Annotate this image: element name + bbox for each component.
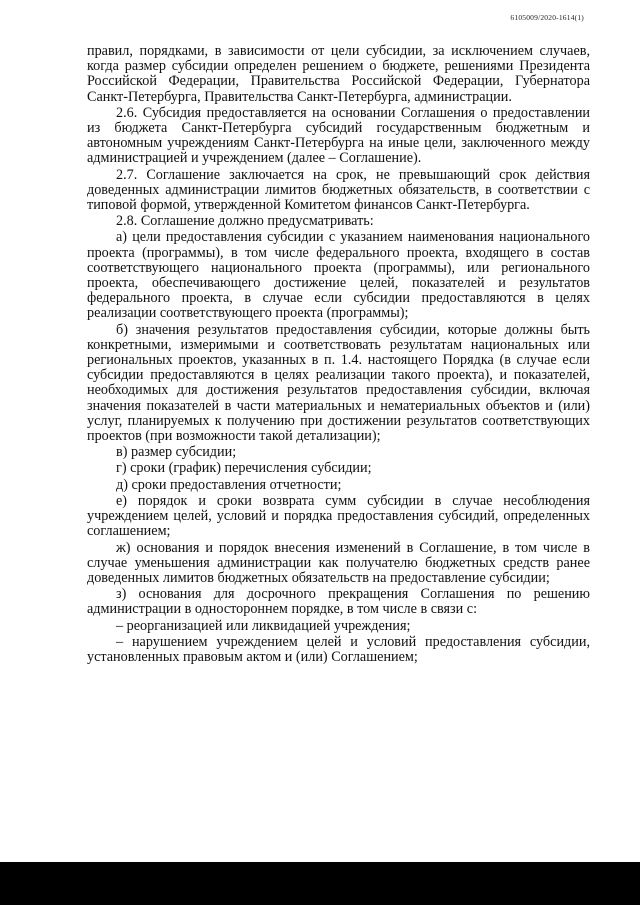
document-body: [87, 44, 590, 666]
list-item-g: г) сроки (график) перечисления субсидии;: [116, 460, 372, 477]
paragraph-2-8: 2.8. Соглашение должно предусматривать:: [116, 213, 374, 230]
paragraph-2-6: 2.6. Субсидия предоставляется на основании Соглашения о предоставлении из бюджета Санкт-Петербурга субсидий государственным бюджетным и автономным учреждениям Санкт-Петербурга на иные цели, заключенного между администрацией и учреждением (далее – Соглашение).: [87, 104, 590, 167]
paragraph-2-7: 2.7. Соглашение заключается на срок, не превышающий срок действия доведенных администрации лимитов бюджетных обязательств, в соответствии с типовой формой, утвержденной Комитетом финансов Санкт-Петербурга.: [87, 166, 590, 214]
dash-item-reorganization: – реорганизацией или ликвидацией учреждения;: [116, 617, 411, 634]
list-item-e: е) порядок и сроки возврата сумм субсидии в случае несоблюдения учреждением целей, условий и порядка предоставления субсидий, определенных соглашением;: [87, 492, 590, 540]
document-id: 6105009/2020-1614(1): [510, 13, 584, 22]
list-item-b: б) значения результатов предоставления субсидии, которые должны быть конкретными, измеримыми и соответствовать результатам национальных или региональных проектов, указанных в п. 1.4. настоящего Порядка (в случае если субсидии предоставляются в целях реализации такого проекта), и показателей, необходимых для достижения результатов предоставления субсидии, включая значения показателей в части материальных и нематериальных объектов и (или) услуг, планируемых к получению при достижении результатов соответствующих проектов (при возможности такой детализации);: [87, 321, 590, 445]
list-item-z: з) основания для досрочного прекращения Соглашения по решению администрации в одностороннем порядке, в том числе в связи с:: [87, 586, 590, 618]
list-item-v: в) размер субсидии;: [116, 444, 237, 461]
list-item-d: д) сроки предоставления отчетности;: [116, 476, 342, 493]
list-item-a: а) цели предоставления субсидии с указанием наименования национального проекта (программы), в том числе федерального проекта, входящего в состав соответствующего национального проекта (программы), или регионального проекта, обеспечивающего достижение целей, показателей и результатов федерального проекта, в случае если субсидии предоставляются в целях реализации соответствующего проекта (программы);: [87, 229, 590, 322]
dash-item-violation: – нарушением учреждением целей и условий предоставления субсидии, установленных правовым актом и (или) Соглашением;: [87, 633, 590, 665]
scan-bottom-border: [0, 862, 640, 905]
list-item-zh: ж) основания и порядок внесения изменений в Соглашение, в том числе в случае уменьшения администрации как получателю бюджетных средств ранее доведенных лимитов бюджетных обязательств на предоставление субсидии;: [87, 539, 590, 586]
paragraph-continuation: правил, порядками, в зависимости от цели субсидии, за исключением случаев, когда размер субсидии определен решением о бюджете, решениями Президента Российской Федерации, Правительства Российской Федерации, Губернатора Санкт-Петербурга, Правительства Санкт-Петербурга, администрации.: [87, 43, 590, 105]
